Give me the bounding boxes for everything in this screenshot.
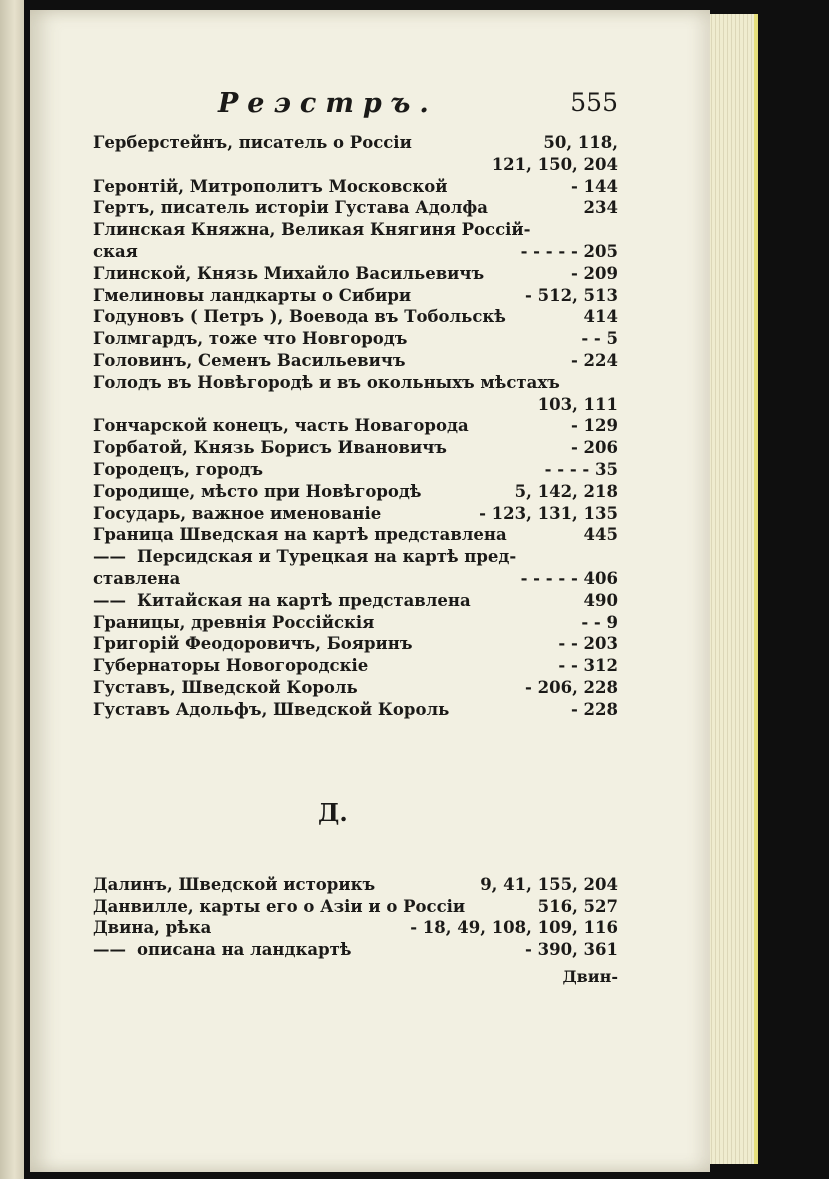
running-header [218,88,618,128]
entry-term: описана на ландкартѣ [137,939,352,959]
entry-page-refs: 414 [583,307,618,327]
entry-term: Годуновъ ( Петръ ), Воевода въ Тобольскѣ [93,307,506,327]
entry-page-refs: 103, 111 [537,394,618,414]
entry-term: Головинъ, Семенъ Васильевичъ [93,351,406,370]
entry-term: Границы, древнія Россійскія [93,612,375,632]
entry-term: Гончарской конецъ, часть Новагорода [93,416,469,436]
page-title: Реэстръ. [218,88,438,119]
entry-page-refs: 445 [583,525,618,545]
index-entry [93,874,618,896]
entry-term: Губернаторы Новогородскіе [93,656,369,676]
entry-term: Гертъ, писатель исторіи Густава Адолфа [93,198,488,218]
entry-term: Городище, мѣсто при Новѣгородѣ [93,481,422,501]
index-entry [93,590,618,612]
entry-term: Григорій Феодоровичъ, Бояринъ [93,634,413,654]
entry-term: Городецъ, городъ [93,460,264,479]
index-entry [93,481,618,503]
index-entry [93,306,618,328]
entry-term: Геронтій, Митрополитъ Московской [93,176,448,196]
index-entry [93,154,618,176]
entry-page-refs: - 123, 131, 135 [479,503,618,523]
index-entry [93,176,618,198]
entry-term: ставлена [93,569,181,588]
entry-term: Горбатой, Князь Борисъ Ивановичъ [93,438,447,458]
entry-page-refs: 234 [583,198,618,218]
entry-term: Государь, важное именованіе [93,503,382,523]
entry-page-refs: 516, 527 [537,896,618,916]
index-entry [93,939,618,961]
index-entry [93,350,618,372]
ditto-dash: —— [93,939,126,959]
entry-page-refs: - - 5 [581,329,618,349]
entry-page-refs: - 206 [570,438,618,458]
index-entry [93,415,618,437]
entry-term: Граница Шведская на картѣ представлена [93,525,507,545]
entry-page-refs: 5, 142, 218 [514,481,618,501]
entry-page-refs: 121, 150, 204 [491,154,618,174]
index-entry [93,241,618,263]
entry-page-refs: 50, 118, [543,133,618,152]
entry-page-refs: 490 [583,590,618,610]
entry-term: Гмелиновы ландкарты о Сибири [93,285,412,305]
index-entry [93,612,618,634]
ditto-dash: —— [93,547,126,567]
entry-term: Китайская на картѣ представлена [137,590,471,610]
entry-page-refs: - 209 [570,263,618,283]
entry-term: Далинъ, Шведской историкъ [93,875,376,894]
entry-term: Густавъ, Шведской Король [93,678,358,697]
entry-term: Глинской, Князь Михайло Васильевичъ [93,263,485,283]
entry-page-refs: - 129 [570,416,618,436]
entry-page-refs: - 18, 49, 108, 109, 116 [410,918,618,937]
entry-page-refs: - 228 [570,699,618,719]
index-entry [93,285,618,307]
entry-page-refs: - - 203 [558,634,618,654]
index-entry [93,524,618,546]
index-entry [93,263,618,285]
entry-term: ская [93,242,138,261]
book-page [30,10,710,1172]
entry-term: Данвилле, карты его о Азіи и о Россіи [93,896,466,916]
entry-page-refs: - - - - - 406 [520,569,618,588]
section-letter: Д. [318,798,348,827]
index-entry [93,437,618,459]
index-entry [93,219,618,241]
catchword: Двин- [562,967,618,986]
entry-page-refs: - - - - - 205 [520,242,618,261]
index-entry [93,328,618,350]
entry-term: Голмгардъ, тоже что Новгородъ [93,329,408,349]
index-entry [93,394,618,416]
index-entry [93,655,618,677]
index-entry [93,197,618,219]
entry-term: Персидская и Турецкая на картѣ пред- [137,547,517,567]
index-entry [93,699,618,721]
entry-page-refs: - 206, 228 [525,678,618,697]
index-entry [93,677,618,699]
index-entry [93,459,618,481]
page-number: 555 [570,88,618,117]
entry-term: Двина, рѣка [93,918,212,937]
entry-page-refs: - 512, 513 [525,285,618,305]
index-entry [93,633,618,655]
entry-page-refs: - 390, 361 [525,939,618,959]
index-entry [93,896,618,918]
entry-page-refs: - - 312 [558,656,618,676]
entry-page-refs: 9, 41, 155, 204 [480,875,618,894]
index-entry [93,503,618,525]
entry-page-refs: - - 9 [581,612,618,632]
index-entry [93,372,618,394]
entry-page-refs: - - - - 35 [544,460,618,479]
entry-page-refs: - 144 [570,176,618,196]
index-entry [93,546,618,568]
entry-page-refs: - 224 [570,351,618,370]
entry-term: Глинская Княжна, Великая Княгиня Россій- [93,220,531,240]
ditto-dash: —— [93,590,126,610]
index-entry [93,917,618,939]
index-entry [93,568,618,590]
facing-page-edge [0,0,24,1179]
entry-term: Густавъ Адольфъ, Шведской Король [93,699,450,719]
entry-term: Голодъ въ Новѣгородѣ и въ окольныхъ мѣстахъ [93,372,560,392]
entry-term: Герберстейнъ, писатель о Россіи [93,133,412,152]
index-entry [93,132,618,154]
